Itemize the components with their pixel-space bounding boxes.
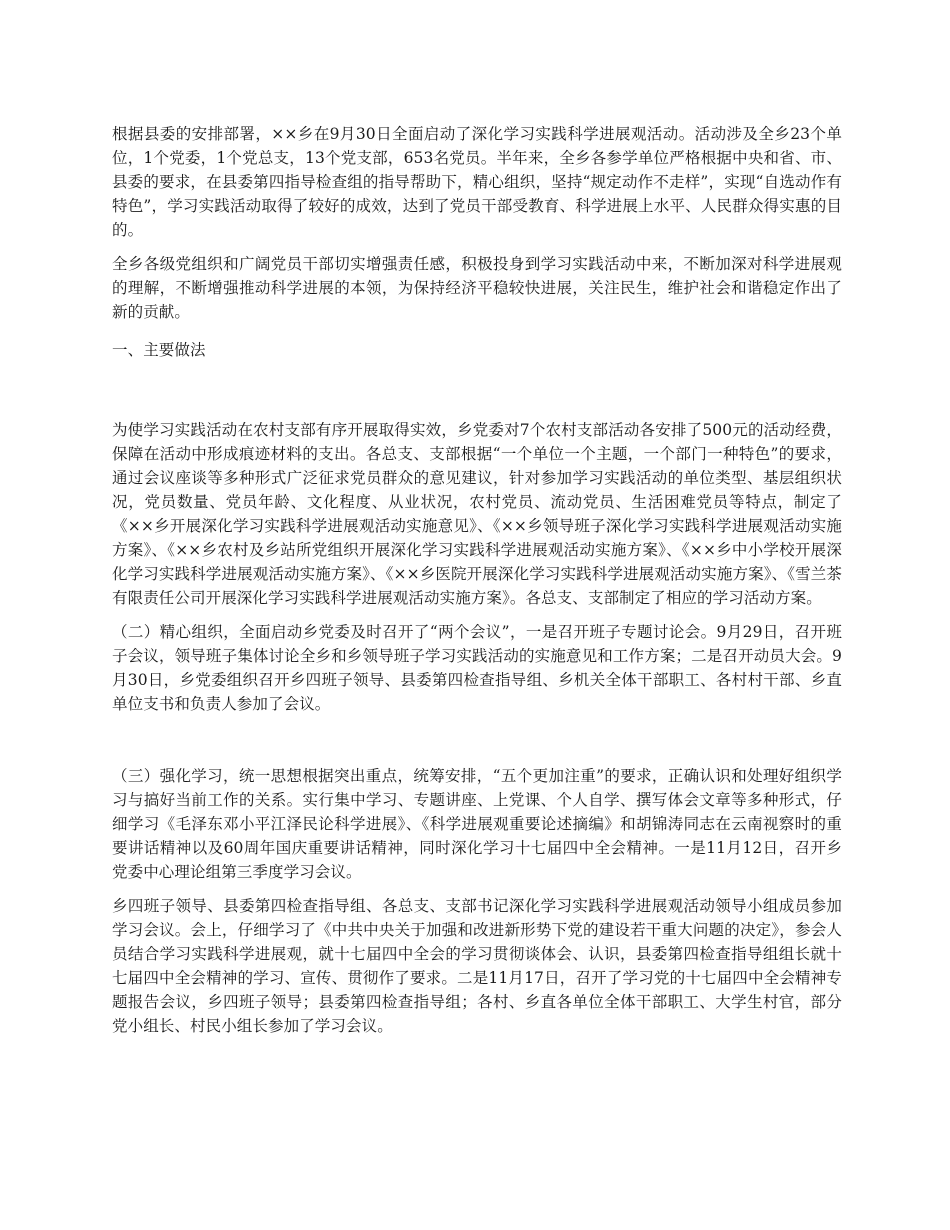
meeting-paragraph: 乡四班子领导、县委第四检查指导组、各总支、支部书记深化学习实践科学进展观活动领导小组成员参加学习会议。会上，仔细学习了《中共中央关于加强和改进新形势下党的建设若干重大问题的决定》，参会人员结合学习实践科学进展观，就十七届四中全会的学习贯彻谈体会、认识，县委第四检查指导组组长就十七届四中全会精神的学习、宣传、贯彻作了要求。二是11月17日，召开了学习党的十七届四中全会精神专题报告会议，乡四班子领导；县委第四检查指导组；各村、乡直各单位全体干部职工、大学生村官，部分党小组长、村民小组长参加了学习会议。	[112, 897, 842, 1035]
blank-spacer	[112, 716, 842, 764]
funding-paragraph: 为使学习实践活动在农村支部有序开展取得实效，乡党委对7个农村支部活动各安排了500元的活动经费，保障在活动中形成痕迹材料的支出。各总支、支部根据“一个单位一个主题，一个部门一种特色”的要求，通过会议座谈等多种形式广泛征求党员群众的意见建议，针对参加学习实践活动的单位类型、基层组织状况，党员数量、党员年龄、文化程度、从业状况，农村党员、流动党员、生活困难党员等特点，制定了《××乡开展深化学习实践科学进展观活动实施意见》、《××乡领导班子深化学习实践科学进展观活动实施方案》、《××乡农村及乡站所党组织开展深化学习实践科学进展观活动实施方案》、《××乡中小学校开展深化学习实践科学进展观活动实施方案》、《××乡医院开展深化学习实践科学进展观活动实施方案》、《雪兰茶有限责任公司开展深化学习实践科学进展观活动实施方案》。各总支、支部制定了相应的学习活动方案。	[112, 421, 842, 607]
summary-paragraph: 全乡各级党组织和广阔党员干部切实增强责任感，积极投身到学习实践活动中来，不断加深对科学进展观的理解，不断增强推动科学进展的本领，为保持经济平稳较快进展，关注民生，维护社会和谐稳定作出了新的贡献。	[112, 255, 842, 321]
study-paragraph: （三）强化学习，统一思想根据突出重点，统筹安排，“五个更加注重”的要求，正确认识和处理好组织学习与搞好当前工作的关系。实行集中学习、专题讲座、上党课、个人自学、撰写体会文章等多种形式，仔细学习《毛泽东邓小平江泽民论科学进展》、《科学进展观重要论述摘编》和胡锦涛同志在云南视察时的重要讲话精神以及60周年国庆重要讲话精神，同时深化学习十七届四中全会精神。一是11月12日，召开乡党委中心理论组第三季度学习会议。	[112, 767, 842, 881]
blank-spacer	[112, 362, 842, 418]
organize-paragraph: （二）精心组织，全面启动乡党委及时召开了“两个会议”，一是召开班子专题讨论会。9月29日，召开班子会议，领导班子集体讨论全乡和乡领导班子学习实践活动的实施意见和工作方案；二是召开动员大会。9月30日，乡党委组织召开乡四班子领导、县委第四检查指导组、乡机关全体干部职工、各村村干部、乡直单位支书和负责人参加了会议。	[112, 623, 842, 713]
intro-paragraph: 根据县委的安排部署，××乡在9月30日全面启动了深化学习实践科学进展观活动。活动涉及全乡23个单位，1个党委，1个党总支，13个党支部，653名党员。半年来，全乡各参学单位严格根据中央和省、市、县委的要求，在县委第四指导检查组的指导帮助下，精心组织，坚持“规定动作不走样”，实现“自选动作有特色”，学习实践活动取得了较好的成效，达到了党员干部受教育、科学进展上水平、人民群众得实惠的目的。	[112, 125, 842, 239]
document-page	[112, 122, 842, 1038]
section-heading: 一、主要做法	[112, 341, 206, 359]
